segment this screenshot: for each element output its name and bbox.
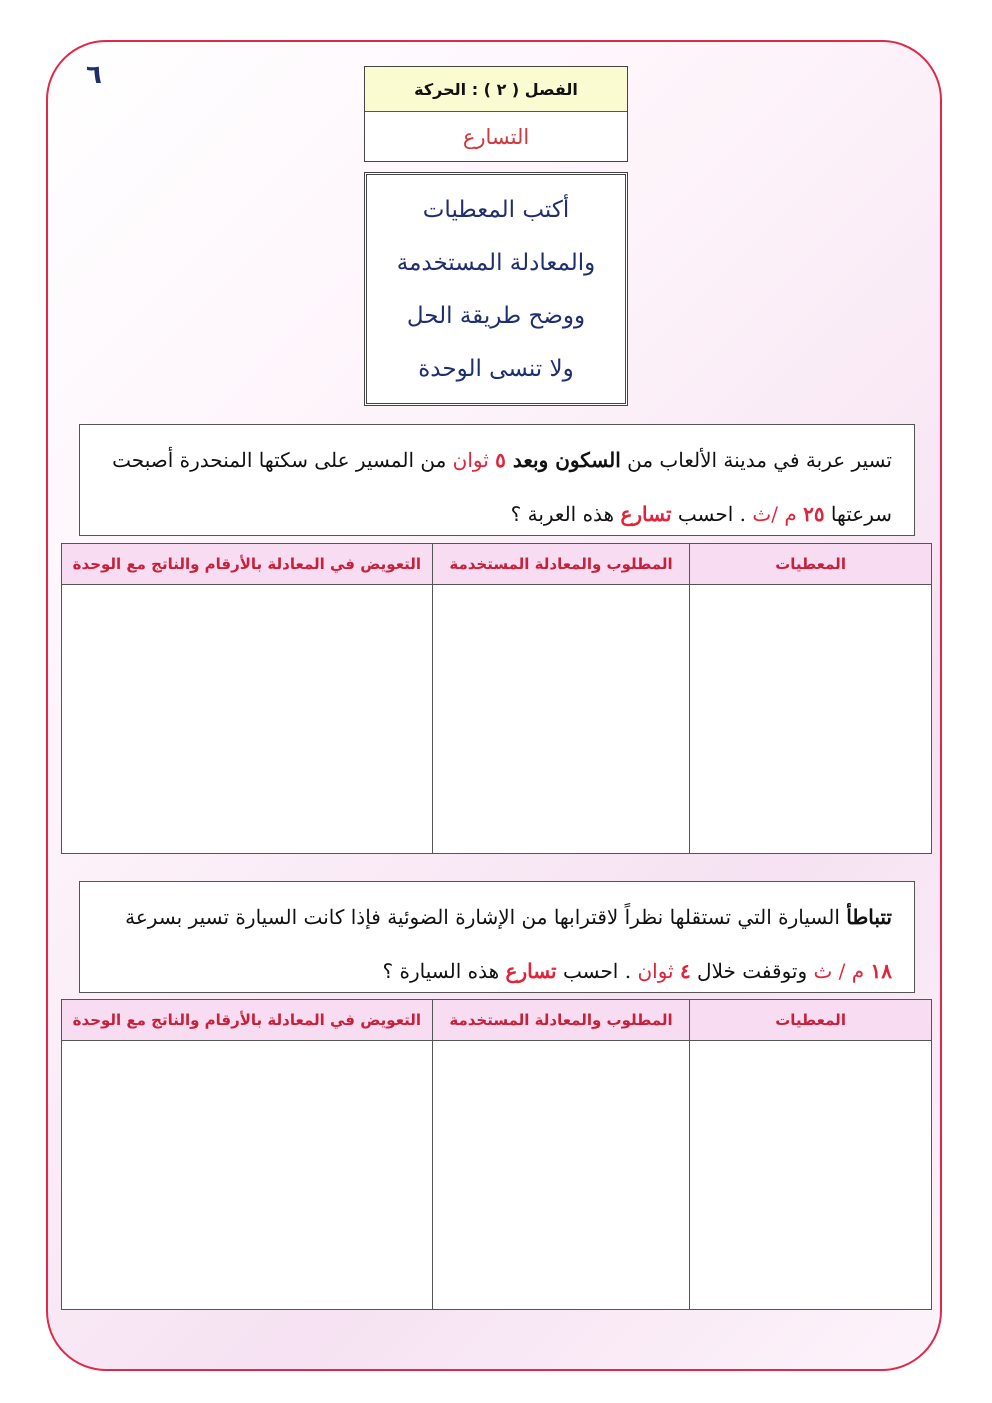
number: ٤ <box>679 959 691 983</box>
problem-1 <box>79 424 915 536</box>
problem-2 <box>79 881 915 993</box>
instruction-line: أكتب المعطيات <box>422 196 570 223</box>
text: هذه العربة ؟ <box>510 502 621 526</box>
text: وتوقفت خلال <box>690 959 814 983</box>
answer-cell-substitution[interactable] <box>62 1041 433 1310</box>
instruction-line: والمعادلة المستخدمة <box>396 249 596 276</box>
chapter-header <box>364 66 628 162</box>
unit: م /ث <box>752 502 804 526</box>
keyword: تسارع <box>505 959 557 983</box>
text: وبعد <box>505 448 556 472</box>
unit: ثوان <box>637 959 680 983</box>
answer-cell-substitution[interactable] <box>62 585 433 854</box>
instruction-line: ووضح طريقة الحل <box>406 302 586 329</box>
text: . احسب <box>556 959 638 983</box>
answer-table-1 <box>61 543 932 854</box>
number: ٢٥ <box>803 502 825 526</box>
instruction-line: ولا تنسى الوحدة <box>418 355 574 382</box>
number: ٥ <box>495 448 506 472</box>
instructions-box <box>364 172 628 406</box>
answer-cell-given[interactable] <box>690 1041 932 1310</box>
page-number: ٦ <box>86 60 102 90</box>
header-substitution: التعويض في المعادلة بالأرقام والناتج مع الوحدة <box>62 544 433 585</box>
header-substitution: التعويض في المعادلة بالأرقام والناتج مع الوحدة <box>62 1000 433 1041</box>
text: السيارة التي تستقلها نظراً لاقترابها من الإشارة الضوئية فإذا كانت السيارة تسير بسرعة <box>125 905 847 929</box>
text: هذه السيارة ؟ <box>382 959 506 983</box>
text: . احسب <box>671 502 753 526</box>
answer-cell-required[interactable] <box>432 585 689 854</box>
unit: ثوان <box>452 448 496 472</box>
text: تسير عربة في مدينة الألعاب من <box>620 448 892 472</box>
header-given: المعطيات <box>690 544 932 585</box>
chapter-title: الفصل ( ٢ ) : الحركة <box>365 67 627 112</box>
lesson-title: التسارع <box>462 125 530 149</box>
number: ١٨ <box>870 959 892 983</box>
header-required: المطلوب والمعادلة المستخدمة <box>432 544 689 585</box>
keyword: تتباطأ <box>846 905 892 929</box>
unit: م / ث <box>813 959 871 983</box>
answer-cell-required[interactable] <box>432 1041 689 1310</box>
keyword: السكون <box>555 448 621 472</box>
answer-table-2 <box>61 999 932 1310</box>
keyword: تسارع <box>620 502 672 526</box>
answer-cell-given[interactable] <box>690 585 932 854</box>
header-given: المعطيات <box>690 1000 932 1041</box>
text: من المسير على سكتها المنحدرة أصبحت سرعتها <box>112 448 892 526</box>
header-required: المطلوب والمعادلة المستخدمة <box>432 1000 689 1041</box>
